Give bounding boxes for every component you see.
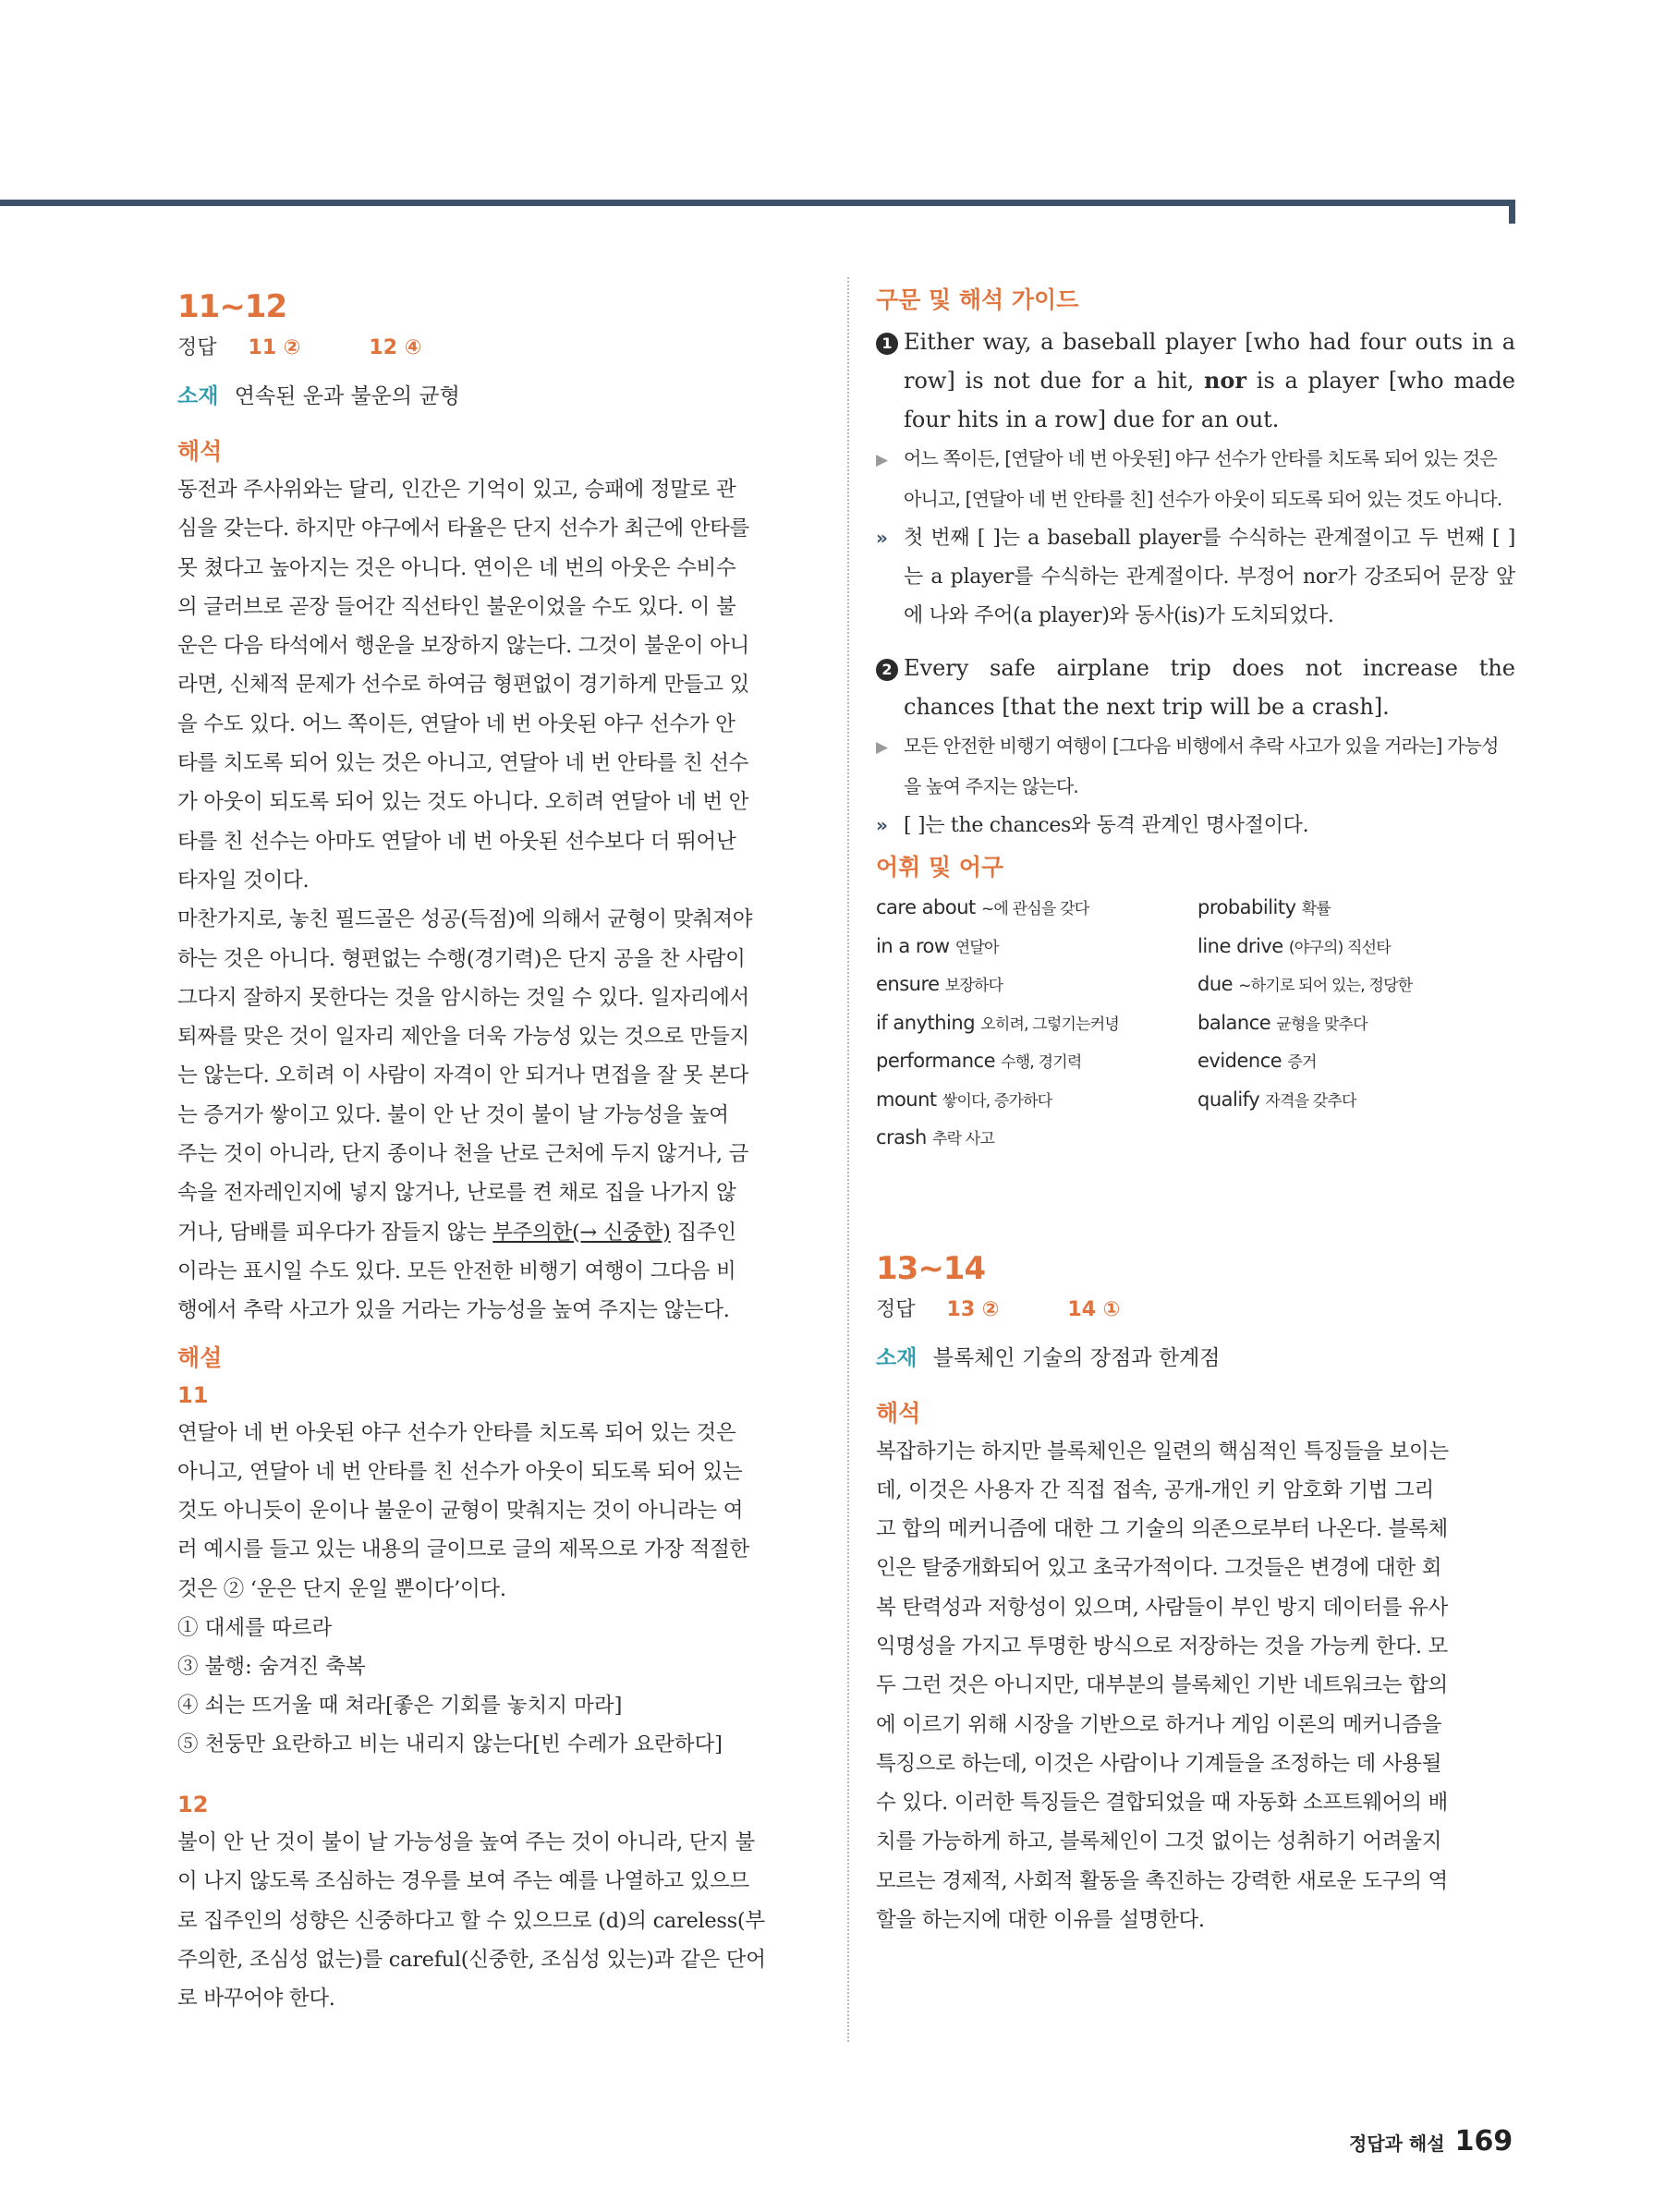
text-line: 주는 것이 아니라, 단지 종이나 천을 난로 근처에 두지 않거나, 금 bbox=[177, 1142, 749, 1167]
text-line: 복 탄력성과 저항성이 있으며, 사람들이 부인 방지 데이터를 유사 bbox=[876, 1595, 1448, 1620]
text-line: 두 그런 것은 아니지만, 대부분의 블록체인 기반 네트워크는 합의 bbox=[876, 1673, 1448, 1698]
choice-item: ⑤ 천둥만 요란하고 비는 내리지 않는다[빈 수레가 요란하다] bbox=[177, 1732, 723, 1757]
sentence-1-translation: ▶ 어느 쪽이든, [연달아 네 번 아웃된] 야구 선수가 안타를 치도록 되어 있는 것은 아니고, [연달아 네 번 안타를 친] 선수가 아웃이 되도록 되어 있는 것도 아니다. bbox=[876, 439, 1515, 518]
text-line: 의 글러브로 곧장 들어간 직선타인 불운이었을 수도 있다. 이 불 bbox=[177, 594, 736, 619]
sentence-text: Every safe airplane trip does not increase the chances [that the next trip will be a crash]. bbox=[904, 655, 1515, 720]
sentence-2-translation: ▶ 모든 안전한 비행기 여행이 [그다음 비행에서 추락 사고가 있을 거라는] 가능성을 높여 주지는 않는다. bbox=[876, 726, 1515, 806]
answer-line bbox=[876, 1294, 1515, 1327]
q11-explanation bbox=[177, 1414, 817, 1609]
left-column bbox=[177, 282, 817, 2019]
text-line: 것도 아니듯이 운이나 불운이 균형이 맞춰지는 것이 아니라는 여 bbox=[177, 1499, 744, 1524]
text-line: 하는 것은 아니다. 형편없는 수행(경기력)은 단지 공을 찬 사람이 bbox=[177, 946, 746, 971]
translation-body bbox=[876, 1432, 1515, 1940]
text-line: 타를 치도록 되어 있는 것은 아니고, 연달아 네 번 안타를 친 선수 bbox=[177, 751, 749, 776]
answer-label: 정답 bbox=[876, 1297, 916, 1321]
vocab-item: balance 균형을 맞추다 bbox=[1197, 1011, 1367, 1034]
text-line: 을 수도 있다. 어느 쪽이든, 연달아 네 번 아웃된 야구 선수가 안 bbox=[177, 711, 735, 736]
underlined-word: 부주의한(→ 신중한) bbox=[492, 1220, 671, 1245]
text-fragment: 거나, 담배를 피우다가 잠들지 않는 bbox=[177, 1220, 493, 1245]
choice-item: ① 대세를 따르라 bbox=[177, 1616, 333, 1641]
vocab-item: ensure 보장하다 bbox=[876, 973, 1003, 995]
vocab-item: crash 추락 사고 bbox=[876, 1126, 995, 1149]
sentence-number-badge: 2 bbox=[876, 659, 898, 681]
text-line: 러 예시를 들고 있는 내용의 글이므로 글의 제목으로 가장 적절한 bbox=[177, 1537, 749, 1562]
explanation-heading: 해설 bbox=[177, 1343, 223, 1371]
vocab-item: if anything 오히려, 그렇기는커녕 bbox=[876, 1011, 1120, 1034]
topic-label: 소재 bbox=[876, 1345, 918, 1370]
sentence-text: is a player [who made four hits in a row] due for an out. bbox=[904, 368, 1515, 432]
topic-text: 블록체인 기술의 장점과 한계점 bbox=[932, 1345, 1221, 1370]
text-line: 에 이르기 위해 시장을 기반으로 하거나 게임 이론의 메커니즘을 bbox=[876, 1712, 1442, 1737]
q12-number: 12 bbox=[177, 1792, 209, 1818]
right-column bbox=[876, 282, 1515, 1939]
text-line: 라면, 신체적 문제가 선수로 하여금 형편없이 경기하게 만들고 있 bbox=[177, 673, 749, 698]
choice-item: ④ 쇠는 뜨거울 때 쳐라[좋은 기회를 놓치지 마라] bbox=[177, 1694, 623, 1719]
text-line: 복잡하기는 하지만 블록체인은 일련의 핵심적인 특징들을 보이는 bbox=[876, 1439, 1449, 1464]
topic-line bbox=[876, 1340, 1515, 1377]
text-line: 퇴짜를 맞은 것이 일자리 제안을 더욱 가능성 있는 것으로 만들지 bbox=[177, 1025, 749, 1050]
bold-word: nor bbox=[1203, 367, 1247, 394]
text-line: 못 쳤다고 높아지는 것은 아니다. 연이은 네 번의 아웃은 수비수 bbox=[177, 555, 736, 580]
triangle-icon: ▶ bbox=[876, 738, 888, 757]
vocab-item: performance 수행, 경기력 bbox=[876, 1050, 1082, 1072]
text-line: 치를 가능하게 하고, 블록체인이 그것 없이는 성취하기 어려울지 bbox=[876, 1829, 1442, 1854]
page-footer bbox=[1349, 2125, 1513, 2157]
text-line: 그다지 잘하지 못한다는 것을 암시하는 것일 수 있다. 일자리에서 bbox=[177, 985, 749, 1010]
text-line: 것은 ② ‘운은 단지 운일 뿐이다’이다. bbox=[177, 1576, 506, 1601]
double-chevron-icon: » bbox=[876, 527, 888, 549]
text-line: 이 나지 않도록 조심하는 경우를 보여 주는 예를 나열하고 있으므 bbox=[177, 1869, 749, 1894]
text-line: 타자일 것이다. bbox=[177, 868, 310, 893]
vocab-item: mount 쌓이다, 증가하다 bbox=[876, 1088, 1052, 1111]
column-divider bbox=[847, 277, 849, 2042]
translation-body bbox=[177, 470, 817, 1331]
syntax-guide-heading: 구문 및 해석 가이드 bbox=[876, 286, 1079, 313]
sentence-1-note: » 첫 번째 [ ]는 a baseball player를 수식하는 관계절이고 두 번째 [ ]는 a player를 수식하는 관계절이다. 부정어 nor가 강조되어 문장 앞에 나와 주어(a player)와 동사(is)가 도치되었다. bbox=[876, 518, 1515, 636]
triangle-icon: ▶ bbox=[876, 451, 888, 469]
text-line: 고 합의 메커니즘에 대한 그 기술의 의존으로부터 나온다. 블록체 bbox=[876, 1517, 1448, 1542]
sentence-text: Either way, a baseball player [who had four outs in a row] is not due for a hit, bbox=[904, 329, 1515, 394]
text-line: 로 바꾸어야 한다. bbox=[177, 1987, 335, 2011]
answer-label: 정답 bbox=[177, 336, 217, 359]
double-chevron-icon: » bbox=[876, 814, 888, 836]
page-number: 169 bbox=[1454, 2125, 1513, 2157]
text-line: 로 집주인의 성향은 신중하다고 할 수 있으므로 (d)의 careless(부 bbox=[177, 1908, 765, 1933]
text-line: 동전과 주사위와는 달리, 인간은 기억이 있고, 승패에 정말로 관 bbox=[177, 478, 736, 502]
text-line: 이라는 표시일 수도 있다. 모든 안전한 비행기 여행이 그다음 비 bbox=[177, 1258, 736, 1283]
answer-line bbox=[177, 332, 817, 365]
topic-label: 소재 bbox=[177, 384, 219, 408]
text-line: 할을 하는지에 대한 이유를 설명한다. bbox=[876, 1908, 1205, 1933]
vocabulary-heading: 어휘 및 어구 bbox=[876, 854, 1004, 881]
sentence-2 bbox=[876, 649, 1515, 726]
text-line: 아니고, 연달아 네 번 안타를 친 선수가 아웃이 되도록 되어 있는 bbox=[177, 1459, 743, 1484]
text-line: 가 아웃이 되도록 되어 있는 것도 아니다. 오히려 연달아 네 번 안 bbox=[177, 790, 749, 815]
q11-choices bbox=[177, 1609, 817, 1764]
answer-value: 11 ② bbox=[248, 336, 301, 359]
vocab-item: evidence 증거 bbox=[1197, 1050, 1317, 1072]
text-line: 인은 탈중개화되어 있고 초국가적이다. 그것들은 변경에 대한 회 bbox=[876, 1556, 1442, 1581]
sentence-number-badge: 1 bbox=[876, 333, 898, 355]
text-line bbox=[177, 1213, 817, 1252]
text-line: 특징으로 하는데, 이것은 사람이나 기계들을 조정하는 데 사용될 bbox=[876, 1751, 1442, 1776]
vocab-item: due ~하기로 되어 있는, 정당한 bbox=[1197, 973, 1413, 995]
text-line: 모르는 경제적, 사회적 활동을 촉진하는 강력한 새로운 도구의 역 bbox=[876, 1868, 1448, 1893]
answer-value: 14 ① bbox=[1067, 1297, 1121, 1321]
topic-text: 연속된 운과 불운의 균형 bbox=[234, 384, 460, 408]
vocab-item: probability 확률 bbox=[1197, 896, 1331, 918]
text-line: 데, 이것은 사용자 간 직접 접속, 공개-개인 키 암호화 기법 그리 bbox=[876, 1477, 1434, 1502]
text-fragment: 집주인 bbox=[670, 1220, 736, 1245]
text-line: 행에서 추락 사고가 있을 거라는 가능성을 높여 주지는 않는다. bbox=[177, 1298, 730, 1323]
text-line: 마찬가지로, 놓친 필드골은 성공(득점)에 의해서 균형이 맞춰져야 bbox=[177, 907, 753, 932]
text-line: 는 증거가 쌓이고 있다. 불이 안 난 것이 불이 날 가능성을 높여 bbox=[177, 1102, 729, 1127]
text-line: 운은 다음 타석에서 행운을 보장하지 않는다. 그것이 불운이 아니 bbox=[177, 634, 749, 659]
text-line: 수 있다. 이러한 특징들은 결합되었을 때 자동화 소프트웨어의 배 bbox=[876, 1791, 1448, 1816]
answer-value: 13 ② bbox=[946, 1297, 1000, 1321]
footer-label: 정답과 해설 bbox=[1349, 2133, 1445, 2155]
text-line: 주의한, 조심성 없는)를 careful(신중한, 조심성 있는)과 같은 단어 bbox=[177, 1947, 766, 1972]
translation-heading: 해석 bbox=[177, 438, 223, 465]
text-line: 타를 친 선수는 아마도 연달아 네 번 아웃된 선수보다 더 뛰어난 bbox=[177, 829, 736, 854]
q11-number: 11 bbox=[177, 1381, 209, 1408]
vocab-item: care about ~에 관심을 갖다 bbox=[876, 896, 1089, 918]
text-line: 연달아 네 번 아웃된 야구 선수가 안타를 치도록 되어 있는 것은 bbox=[177, 1420, 736, 1445]
text-line: 익명성을 가지고 투명한 방식으로 저장하는 것을 가능케 한다. 모 bbox=[876, 1634, 1448, 1659]
header-rule-corner bbox=[1509, 200, 1515, 224]
text-line: 속을 전자레인지에 넣지 않거나, 난로를 켠 채로 집을 나가지 않 bbox=[177, 1181, 736, 1206]
header-rule bbox=[0, 200, 1515, 206]
q12-explanation bbox=[177, 1823, 817, 2018]
vocab-item: line drive (야구의) 직선타 bbox=[1197, 934, 1391, 957]
answer-value: 12 ④ bbox=[369, 336, 422, 359]
topic-line bbox=[177, 378, 817, 415]
vocabulary-list bbox=[876, 890, 1515, 1159]
translation-heading: 해석 bbox=[876, 1399, 921, 1427]
vocab-item: in a row 연달아 bbox=[876, 934, 999, 957]
sentence-2-note: » [ ]는 the chances와 동격 관계인 명사절이다. bbox=[876, 806, 1515, 845]
text-line: 불이 안 난 것이 불이 날 가능성을 높여 주는 것이 아니라, 단지 불 bbox=[177, 1830, 755, 1855]
vocab-item: qualify 자격을 갖추다 bbox=[1197, 1088, 1356, 1111]
choice-item: ③ 불행: 숨겨진 축복 bbox=[177, 1655, 366, 1680]
sentence-1 bbox=[876, 322, 1515, 439]
text-line: 는 않는다. 오히려 이 사람이 자격이 안 되거나 면접을 잘 못 본다 bbox=[177, 1063, 749, 1088]
question-number: 13~14 bbox=[876, 1249, 986, 1287]
question-number: 11~12 bbox=[177, 288, 287, 325]
text-line: 심을 갖는다. 하지만 야구에서 타율은 단지 선수가 최근에 안타를 bbox=[177, 517, 749, 541]
